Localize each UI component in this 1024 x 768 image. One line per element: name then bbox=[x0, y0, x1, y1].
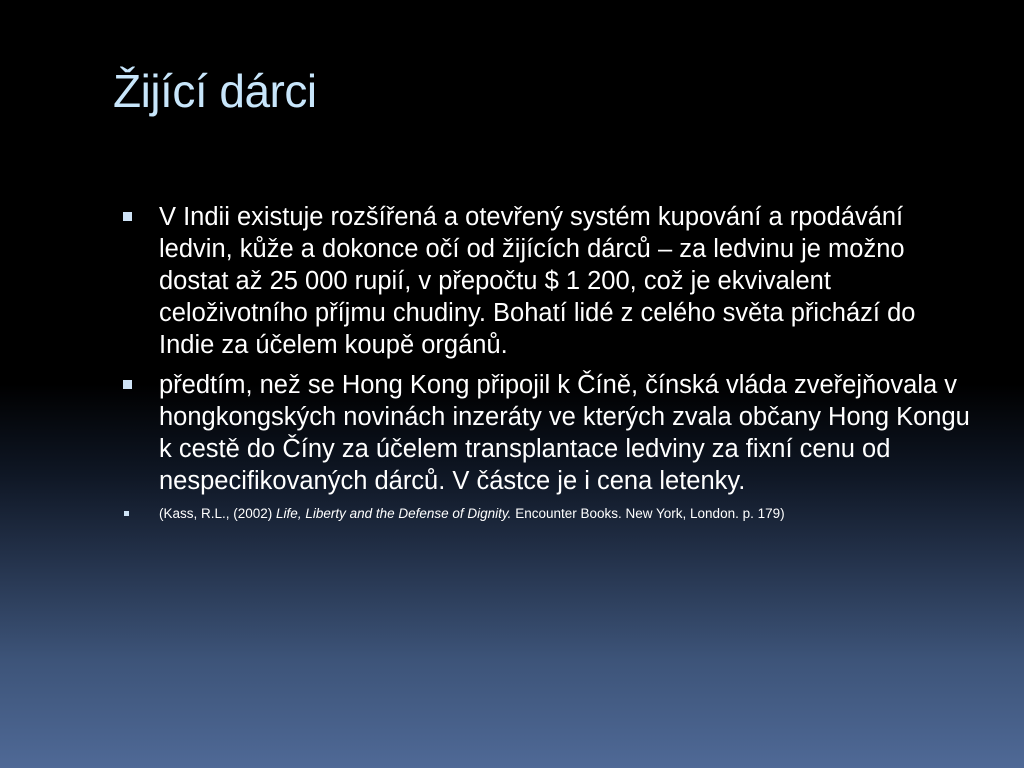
slide-title: Žijící dárci bbox=[113, 65, 317, 117]
reference-suffix: Encounter Books. New York, London. p. 179) bbox=[511, 506, 785, 521]
bullet-item-hong-kong bbox=[118, 369, 970, 497]
bullet-text: předtím, než se Hong Kong připojil k Číně, čínská vláda zveřejňovala v hongkongských novinách inzeráty ve kterých zvala občany Hong Kongu k cestě do Číny za účelem transplantace ledviny za fixní cenu od nespecifikovaných dárců. V částce je i cena letenky. bbox=[159, 371, 970, 495]
bullet-text: V Indii existuje rozšířená a otevřený systém kupování a rpodávání ledvin, kůže a dokonce očí od žijících dárců – za ledvinu je možno dostat až 25 000 rupií, v přepočtu $ 1 200, což je ekvivalent celoživotního příjmu chudiny. Bohatí lidé z celého světa přichází do Indie za účelem koupě orgánů. bbox=[159, 203, 916, 359]
square-bullet-icon bbox=[123, 212, 132, 221]
square-bullet-icon bbox=[123, 380, 132, 389]
reference-item bbox=[118, 505, 970, 523]
reference-book-title: Life, Liberty and the Defense of Dignity. bbox=[276, 506, 512, 521]
reference-prefix: (Kass, R.L., (2002) bbox=[159, 506, 277, 521]
bullet-list bbox=[118, 201, 970, 531]
bullet-item-india bbox=[118, 201, 970, 361]
square-bullet-icon bbox=[124, 511, 129, 516]
